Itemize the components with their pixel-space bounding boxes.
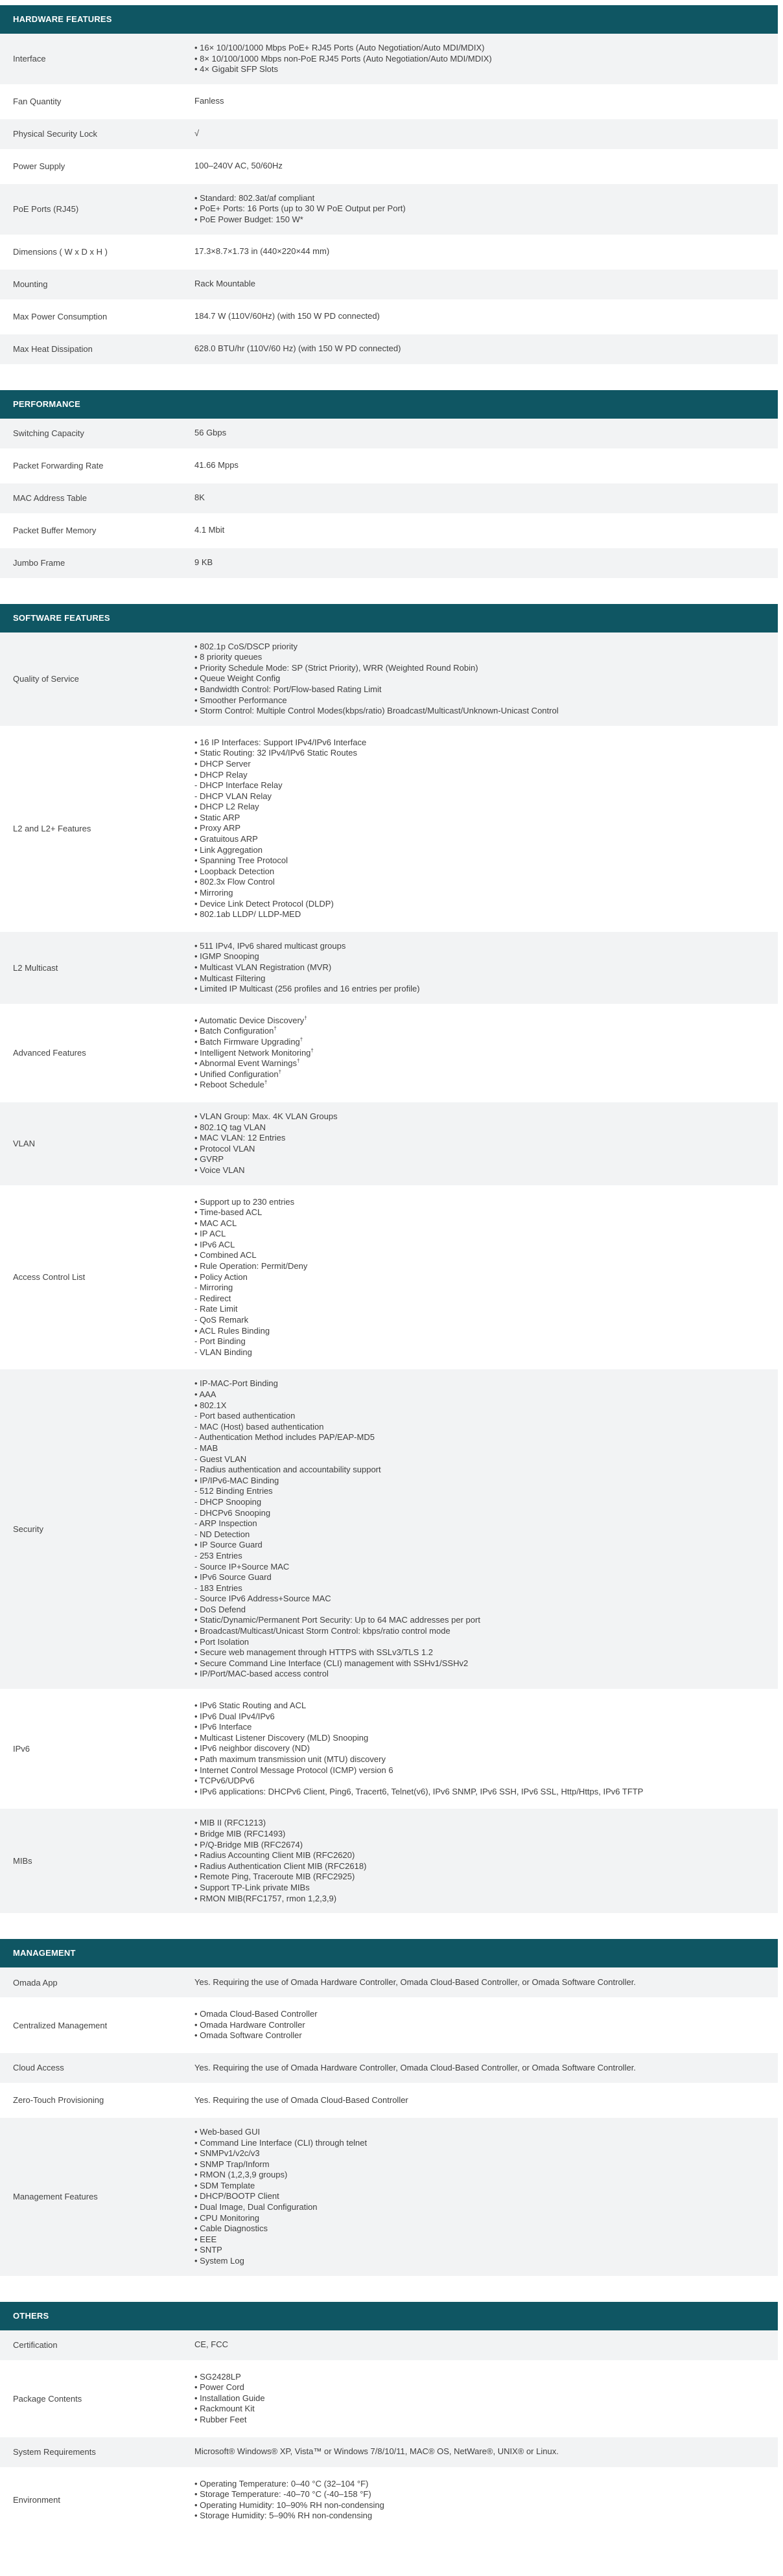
spec-value <box>194 1006 778 1100</box>
spec-value-line: - DHCP VLAN Relay <box>194 791 272 801</box>
spec-label: L2 Multicast <box>13 962 58 973</box>
spec-row <box>0 34 778 87</box>
spec-value-line: Yes. Requiring the use of Omada Hardware Controller, Omada Cloud-Based Controller, or Omada Software Controller. <box>194 2062 636 2072</box>
spec-value-line: • IP/Port/MAC-based access control <box>194 1669 329 1679</box>
spec-value-line: • Omada Hardware Controller <box>194 2019 305 2030</box>
spec-value-line: • MIB II (RFC1213) <box>194 1818 266 1828</box>
spec-value-line: • DHCP Relay <box>194 769 248 780</box>
spec-value <box>194 1968 778 1997</box>
spec-value-line: • 511 IPv4, IPv6 shared multicast groups <box>194 940 346 951</box>
section-header: SOFTWARE FEATURES <box>0 604 778 632</box>
spec-value-line: • Spanning Tree Protocol <box>194 855 288 866</box>
spec-label: Centralized Management <box>13 2020 108 2030</box>
spec-value-line: • Operating Temperature: 0–40 °C (32–104 °F) <box>194 2478 369 2489</box>
spec-value-line: - Redirect <box>194 1293 231 1303</box>
spec-label: Switching Capacity <box>13 428 84 439</box>
spec-value-line: • GVRP <box>194 1154 224 1165</box>
spec-label: Zero-Touch Provisioning <box>13 2095 104 2106</box>
spec-value-line: • Time-based ACL <box>194 1207 263 1218</box>
spec-row <box>0 119 778 152</box>
spec-value-line: • Rubber Feet <box>194 2415 247 2424</box>
spec-value <box>194 34 778 84</box>
spec-value-line: • 802.1Q tag VLAN <box>194 1122 266 1132</box>
spec-value-line: • SNMPv1/v2c/v3 <box>194 2148 260 2159</box>
spec-value-line: - Source IPv6 Address+Source MAC <box>194 1594 331 1604</box>
spec-value-line: • Smoother Performance <box>194 695 287 705</box>
spec-value <box>194 632 778 726</box>
spec-value-line: - Rate Limit <box>194 1304 238 1314</box>
spec-value-line: • Abnormal Event Warnings† <box>194 1058 300 1069</box>
spec-row <box>0 1809 778 1916</box>
spec-value-line: • System Log <box>194 2256 244 2266</box>
spec-value-line: • Static ARP <box>194 812 240 822</box>
spec-value-line: • IP/IPv6-MAC Binding <box>194 1475 279 1485</box>
spec-value-line: Yes. Requiring the use of Omada Cloud-Based Controller <box>194 2094 408 2105</box>
spec-value-line: • DoS Defend <box>194 1604 246 1614</box>
spec-value-line: • IPv6 Source Guard <box>194 1572 272 1583</box>
spec-row <box>0 419 778 451</box>
spec-label: Advanced Features <box>13 1048 86 1058</box>
spec-value <box>194 184 778 235</box>
spec-row <box>0 184 778 237</box>
spec-value-line: • Power Cord <box>194 2382 244 2393</box>
spec-label: VLAN <box>13 1139 35 1149</box>
spec-value-line: • Multicast VLAN Registration (MVR) <box>194 962 332 972</box>
spec-label: Packet Buffer Memory <box>13 526 97 536</box>
spec-value-line: • Device Link Detect Protocol (DLDP) <box>194 898 334 909</box>
spec-value-line: • PoE Power Budget: 150 W* <box>194 214 303 224</box>
spec-value-line: • Limited IP Multicast (256 profiles and 16 entries per profile) <box>194 984 420 994</box>
spec-value-line: • DHCP L2 Relay <box>194 802 259 812</box>
spec-value-line: CE, FCC <box>194 2339 228 2350</box>
spec-value-line: - MAB <box>194 1443 218 1453</box>
section-header: MANAGEMENT <box>0 1939 778 1967</box>
spec-value <box>194 302 778 331</box>
spec-value-line: • Multicast Listener Discovery (MLD) Snooping <box>194 1732 369 1743</box>
spec-section <box>0 5 778 367</box>
spec-value-line: • IP-MAC-Port Binding <box>194 1378 278 1389</box>
spec-value-line: • Support TP-Link private MIBs <box>194 1882 310 1892</box>
spec-value-line: Fanless <box>194 96 224 106</box>
spec-value-line: Microsoft® Windows® XP, Vista™ or Windows 7/8/10/11, MAC® OS, NetWare®, UNIX® or Linux. <box>194 2446 559 2457</box>
spec-value-line: • Priority Schedule Mode: SP (Strict Priority), WRR (Weighted Round Robin) <box>194 662 478 673</box>
spec-value-line: - ND Detection <box>194 1529 250 1539</box>
spec-value-line: • Secure web management through HTTPS with SSLv3/TLS 1.2 <box>194 1647 434 1658</box>
spec-value-line: • Combined ACL <box>194 1250 257 1260</box>
spec-value-line: • Dual Image, Dual Configuration <box>194 2202 318 2212</box>
spec-row <box>0 334 778 367</box>
spec-value <box>194 2470 778 2531</box>
spec-value-line: 4.1 Mbit <box>194 525 225 535</box>
spec-value-line: • Batch Firmware Upgrading† <box>194 1036 303 1047</box>
spec-value <box>194 1188 778 1367</box>
spec-value-line: • Installation Guide <box>194 2393 265 2403</box>
spec-value-line: • Path maximum transmission unit (MTU) discovery <box>194 1754 386 1764</box>
spec-value-line: • Unified Configuration† <box>194 1069 282 1079</box>
spec-row <box>0 237 778 270</box>
spec-label: Omada App <box>13 1977 58 1988</box>
spec-value-line: • Standard: 802.3at/af compliant <box>194 192 315 203</box>
spec-value-line: - DHCPv6 Snooping <box>194 1507 271 1518</box>
spec-label: Fan Quantity <box>13 97 62 107</box>
spec-value <box>194 2086 778 2115</box>
spec-row <box>0 2000 778 2053</box>
spec-value <box>194 451 778 480</box>
spec-row <box>0 2470 778 2533</box>
spec-label: L2 and L2+ Features <box>13 824 91 834</box>
spec-value-line: • Rackmount Kit <box>194 2404 255 2414</box>
spec-value-line: • 802.1X <box>194 1400 227 1410</box>
spec-label: Mounting <box>13 279 48 290</box>
spec-sheet <box>0 5 783 2533</box>
spec-value-line: • IPv6 Static Routing and ACL <box>194 1700 307 1711</box>
spec-value-line: • SNTP <box>194 2245 222 2255</box>
spec-value-line: • Command Line Interface (CLI) through telnet <box>194 2137 368 2148</box>
spec-label: Jumbo Frame <box>13 558 65 568</box>
spec-row <box>0 1006 778 1102</box>
spec-value-line: • RMON (1,2,3,9 groups) <box>194 2170 288 2180</box>
spec-value-line: • IPv6 applications: DHCPv6 Client, Ping6, Tracert6, Telnet(v6), IPv6 SNMP, IPv6 SSH, IPv6 SSL, Http/Https, IPv6 TFTP <box>194 1786 644 1796</box>
spec-value-line: • SNMP Trap/Inform <box>194 2159 270 2169</box>
spec-value-line: • Web-based GUI <box>194 2126 261 2137</box>
spec-value <box>194 237 778 266</box>
spec-value-line: - Port Binding <box>194 1336 246 1347</box>
spec-value <box>194 728 778 929</box>
spec-label: Access Control List <box>13 1272 86 1282</box>
spec-value <box>194 1809 778 1913</box>
spec-label: Packet Forwarding Rate <box>13 461 104 471</box>
spec-row <box>0 302 778 334</box>
spec-value-line: • 802.1p CoS/DSCP priority <box>194 641 298 651</box>
spec-row <box>0 152 778 184</box>
spec-value-line: 41.66 Mpps <box>194 460 239 470</box>
spec-value-line: Yes. Requiring the use of Omada Hardware Controller, Omada Cloud-Based Controller, or Omada Software Controller. <box>194 1977 636 1987</box>
spec-value-line: • Intelligent Network Monitoring† <box>194 1047 314 1058</box>
spec-value-line: • Mirroring <box>194 888 233 898</box>
spec-row <box>0 548 778 581</box>
spec-row <box>0 2363 778 2437</box>
spec-value-line: • Internet Control Message Protocol (ICMP) version 6 <box>194 1765 393 1775</box>
spec-value-line: • ACL Rules Binding <box>194 1325 270 1336</box>
spec-value-line: • MAC VLAN: 12 Entries <box>194 1133 286 1143</box>
spec-value-line: - DHCP Interface Relay <box>194 780 283 791</box>
spec-row <box>0 2085 778 2118</box>
spec-value-line: • 4× Gigabit SFP Slots <box>194 64 278 75</box>
spec-value-line: • Cable Diagnostics <box>194 2223 268 2234</box>
spec-value-line: • IP Source Guard <box>194 1540 263 1550</box>
spec-value-line: • 8 priority queues <box>194 652 263 662</box>
spec-value-line: • CPU Monitoring <box>194 2212 259 2223</box>
spec-section <box>0 390 778 581</box>
spec-row <box>0 632 778 728</box>
spec-value-line: • MAC ACL <box>194 1218 237 1228</box>
spec-value <box>194 1369 778 1689</box>
spec-value-line: • P/Q-Bridge MIB (RFC2674) <box>194 1839 303 1850</box>
spec-value-line: 8K <box>194 493 205 503</box>
spec-value-line: • Broadcast/Multicast/Unicast Storm Control: kbps/ratio control mode <box>194 1626 450 1636</box>
spec-value <box>194 419 778 448</box>
spec-value-line: • Reboot Schedule† <box>194 1080 268 1090</box>
spec-row <box>0 2330 778 2363</box>
spec-label: Dimensions ( W x D x H ) <box>13 247 108 257</box>
spec-value-line: - DHCP Snooping <box>194 1496 262 1507</box>
spec-value-line: • Gratuitous ARP <box>194 834 258 844</box>
spec-row <box>0 2118 778 2279</box>
section-header: OTHERS <box>0 2302 778 2330</box>
spec-row <box>0 516 778 548</box>
spec-value-line: • RMON MIB(RFC1757, rmon 1,2,3,9) <box>194 1893 337 1903</box>
spec-value-line: • 802.3x Flow Control <box>194 877 275 887</box>
spec-value <box>194 152 778 181</box>
spec-label: Cloud Access <box>13 2063 64 2073</box>
spec-row <box>0 483 778 516</box>
spec-value-line: • Omada Software Controller <box>194 2030 302 2041</box>
spec-row <box>0 270 778 302</box>
spec-value <box>194 483 778 513</box>
spec-value-line: • Batch Configuration† <box>194 1026 277 1036</box>
spec-value-line: - 183 Entries <box>194 1583 242 1593</box>
spec-value-line: - Radius authentication and accountability support <box>194 1465 381 1475</box>
spec-value-line: • Secure Command Line Interface (CLI) management with SSHv1/SSHv2 <box>194 1658 469 1668</box>
spec-label: Environment <box>13 2495 60 2505</box>
spec-value-line: • IPv6 Dual IPv4/IPv6 <box>194 1711 275 1721</box>
spec-value-line: • PoE+ Ports: 16 Ports (up to 30 W PoE Output per Port) <box>194 203 406 214</box>
spec-value-line: • Bandwidth Control: Port/Flow-based Rating Limit <box>194 684 382 694</box>
spec-row <box>0 932 778 1006</box>
spec-row <box>0 2437 778 2470</box>
spec-value-line: - VLAN Binding <box>194 1347 252 1357</box>
spec-value <box>194 2000 778 2050</box>
spec-value <box>194 548 778 577</box>
spec-label: MIBs <box>13 1856 32 1866</box>
spec-section <box>0 1939 778 2279</box>
spec-value-line: • Queue Weight Config <box>194 673 281 684</box>
spec-label: MAC Address Table <box>13 493 87 504</box>
spec-value-line: • IPv6 Interface <box>194 1722 252 1732</box>
spec-value-line: • 802.1ab LLDP/ LLDP-MED <box>194 909 301 920</box>
spec-value <box>194 2054 778 2083</box>
spec-value-line: Rack Mountable <box>194 279 255 289</box>
spec-value <box>194 1102 778 1185</box>
spec-section <box>0 2302 778 2533</box>
spec-label: Quality of Service <box>13 674 79 684</box>
spec-value <box>194 334 778 364</box>
spec-value-line: • Storage Humidity: 5–90% RH non-condensing <box>194 2511 373 2521</box>
spec-value-line: • Protocol VLAN <box>194 1143 255 1154</box>
spec-value-line: 17.3×8.7×1.73 in (440×220×44 mm) <box>194 246 330 257</box>
spec-label: Certification <box>13 2340 58 2350</box>
spec-row <box>0 1188 778 1370</box>
spec-label: Management Features <box>13 2192 98 2202</box>
spec-value-line: • VLAN Group: Max. 4K VLAN Groups <box>194 1111 338 1121</box>
spec-value-line: • 16 IP Interfaces: Support IPv4/IPv6 Interface <box>194 737 367 747</box>
spec-row <box>0 451 778 483</box>
spec-value <box>194 119 778 148</box>
spec-label: System Requirements <box>13 2447 96 2457</box>
spec-value-line: • IGMP Snooping <box>194 951 259 962</box>
spec-value-line: • 16× 10/100/1000 Mbps PoE+ RJ45 Ports (Auto Negotiation/Auto MDI/MDIX) <box>194 43 485 52</box>
spec-value-line: • Support up to 230 entries <box>194 1196 295 1207</box>
spec-value-line: • SG2428LP <box>194 2371 241 2382</box>
spec-label: Max Heat Dissipation <box>13 344 93 354</box>
spec-value-line: • Automatic Device Discovery† <box>194 1015 307 1025</box>
spec-value-line: • Remote Ping, Traceroute MIB (RFC2925) <box>194 1872 355 1882</box>
spec-value-line: • 8× 10/100/1000 Mbps non-PoE RJ45 Ports (Auto Negotiation/Auto MDI/MDIX) <box>194 53 492 64</box>
spec-row <box>0 1369 778 1691</box>
spec-value-line: • Multicast Filtering <box>194 973 266 983</box>
spec-value-line: • Port Isolation <box>194 1636 250 1647</box>
spec-value-line: - MAC (Host) based authentication <box>194 1421 324 1432</box>
spec-value-line: • Bridge MIB (RFC1493) <box>194 1828 286 1839</box>
spec-value-line: - QoS Remark <box>194 1315 249 1325</box>
spec-value <box>194 932 778 1004</box>
spec-label: Power Supply <box>13 161 65 172</box>
spec-value-line: • Rule Operation: Permit/Deny <box>194 1261 308 1271</box>
spec-value-line: • Static Routing: 32 IPv4/IPv6 Static Routes <box>194 748 357 758</box>
spec-label: Interface <box>13 54 46 64</box>
spec-value-line: • Voice VLAN <box>194 1165 245 1175</box>
spec-label: Package Contents <box>13 2393 82 2404</box>
spec-value-line: - Source IP+Source MAC <box>194 1561 290 1572</box>
spec-label: Max Power Consumption <box>13 312 108 322</box>
spec-row <box>0 1691 778 1809</box>
spec-label: Physical Security Lock <box>13 129 98 139</box>
spec-value-line: - Authentication Method includes PAP/EAP-MD5 <box>194 1432 375 1443</box>
spec-value-line: - Mirroring <box>194 1282 233 1293</box>
spec-value <box>194 87 778 116</box>
spec-value-line: • Storm Control: Multiple Control Modes(kbps/ratio) Broadcast/Multicast/Unknown-Unicast Control <box>194 706 559 716</box>
spec-row <box>0 1967 778 2000</box>
spec-value <box>194 2118 778 2276</box>
spec-value-line: • Link Aggregation <box>194 844 263 855</box>
spec-value-line: • AAA <box>194 1389 216 1399</box>
spec-label: Security <box>13 1524 43 1535</box>
spec-value-line: • Loopback Detection <box>194 866 275 876</box>
spec-value-line: • TCPv6/UDPv6 <box>194 1776 255 1786</box>
section-header: HARDWARE FEATURES <box>0 5 778 34</box>
spec-value-line: 628.0 BTU/hr (110V/60 Hz) (with 150 W PD connected) <box>194 343 401 354</box>
spec-value <box>194 516 778 545</box>
spec-value-line: • EEE <box>194 2234 217 2244</box>
spec-value <box>194 1691 778 1806</box>
spec-value-line: • IP ACL <box>194 1229 226 1239</box>
spec-value-line: • Radius Authentication Client MIB (RFC2618) <box>194 1861 367 1871</box>
spec-value-line: • IPv6 neighbor discovery (ND) <box>194 1743 310 1754</box>
spec-value-line: • Radius Accounting Client MIB (RFC2620) <box>194 1850 355 1861</box>
spec-value <box>194 270 778 299</box>
spec-value-line: • Storage Temperature: -40–70 °C (-40–158 °F) <box>194 2489 371 2500</box>
spec-value-line: 9 KB <box>194 557 213 568</box>
spec-label: IPv6 <box>13 1744 30 1754</box>
spec-row <box>0 728 778 932</box>
spec-value-line: 100–240V AC, 50/60Hz <box>194 161 283 171</box>
spec-value <box>194 2437 778 2466</box>
spec-value-line: 56 Gbps <box>194 428 227 438</box>
spec-value-line: • Operating Humidity: 10–90% RH non-condensing <box>194 2500 384 2510</box>
spec-value-line: • Proxy ARP <box>194 823 241 833</box>
spec-value-line: - Port based authentication <box>194 1411 296 1421</box>
spec-value-line: 184.7 W (110V/60Hz) (with 150 W PD connected) <box>194 311 380 321</box>
spec-value-line: - Guest VLAN <box>194 1454 247 1464</box>
spec-row <box>0 1102 778 1188</box>
spec-value-line: - ARP Inspection <box>194 1518 257 1529</box>
spec-value-line: - 512 Binding Entries <box>194 1486 273 1496</box>
spec-value-line: • IPv6 ACL <box>194 1239 235 1249</box>
spec-value-line: • Static/Dynamic/Permanent Port Security: Up to 64 MAC addresses per port <box>194 1615 480 1625</box>
spec-value-line: √ <box>194 128 200 139</box>
spec-label: PoE Ports (RJ45) <box>13 204 79 215</box>
spec-value-line: • DHCP/BOOTP Client <box>194 2191 279 2201</box>
spec-value-line: - 253 Entries <box>194 1550 242 1561</box>
spec-section <box>0 604 778 1916</box>
spec-value <box>194 2363 778 2435</box>
spec-value <box>194 2330 778 2360</box>
spec-value-line: • DHCP Server <box>194 758 251 769</box>
section-header: PERFORMANCE <box>0 390 778 419</box>
spec-value-line: • SDM Template <box>194 2180 255 2190</box>
spec-value-line: • Omada Cloud-Based Controller <box>194 2009 318 2019</box>
spec-row <box>0 87 778 119</box>
spec-value-line: • Policy Action <box>194 1271 248 1282</box>
spec-row <box>0 2053 778 2085</box>
